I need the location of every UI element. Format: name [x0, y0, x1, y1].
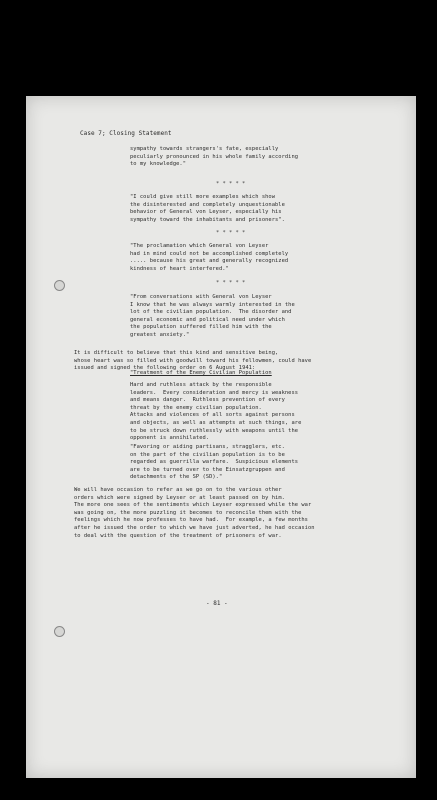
page-number: - 81 -: [206, 600, 228, 607]
page-header: Case 7; Closing Statement: [80, 130, 172, 137]
quote-paragraph: "The proclamation which General von Leyser had in mind could not be accomplished completely ..... because his great and generally recognized kindness of heart interfered.": [130, 243, 289, 272]
body-paragraph: It is difficult to believe that this kind and sensitive being, whose heart was so filled with goodwill toward his fellowmen, could have issued and signed the following order on 6 August 1941:: [74, 350, 312, 372]
punch-hole: [54, 280, 65, 291]
order-paragraph: Hard and ruthless attack by the responsible leaders. Every consideration and mercy is weakness and means danger. Ruthless prevention of every threat by the enemy civilian population. Attacks and violences of all sorts against persons and objects, as well as attempts at such things, are to be struck down ruthlessly with weapons until the opponent is annihilated.: [130, 382, 302, 442]
quote-paragraph: "I could give still more examples which show the disinterested and completely unquestionable behavior of General von Leyser, especially his sympathy toward the inhabitants and prisoners".: [130, 194, 285, 223]
section-separator: * * * * *: [216, 280, 246, 286]
section-separator: * * * * *: [216, 181, 246, 187]
document-page: [26, 96, 416, 778]
section-separator: * * * * *: [216, 230, 246, 236]
punch-hole: [54, 626, 65, 637]
order-title: "Treatment of the Enemy Civilian Population: [130, 370, 272, 376]
quote-paragraph: sympathy towards strangers's fate, especially peculiarly pronounced in his whole family according to my knowledge.": [130, 146, 299, 168]
order-paragraph: "Favoring or aiding partisans, stragglers, etc. on the part of the civilian population is to be regarded as guerrilla warfare. Suspicious elements are to be turned over to the Einsatzgruppen and detachments of the SP (SD).": [130, 444, 299, 481]
quote-paragraph: "From conversations with General von Leyser I know that he was always warmly interested in the lot of the civilian population. The disorder and general economic and political need under which the population suffered filled him with the greatest anxiety.": [130, 294, 295, 338]
body-paragraph: We will have occasion to refer as we go on to the various other orders which were signed by Leyser or at least passed on by him. The more one sees of the sentiments which Leyser expressed while the war was going on, the more puzzling it becomes to reconcile them with the feelings which he now professes to have had. For example, a few months after he issued the order to which we have just adverted, he had occasion to deal with the question of the treatment of prisoners of war.: [74, 487, 315, 539]
